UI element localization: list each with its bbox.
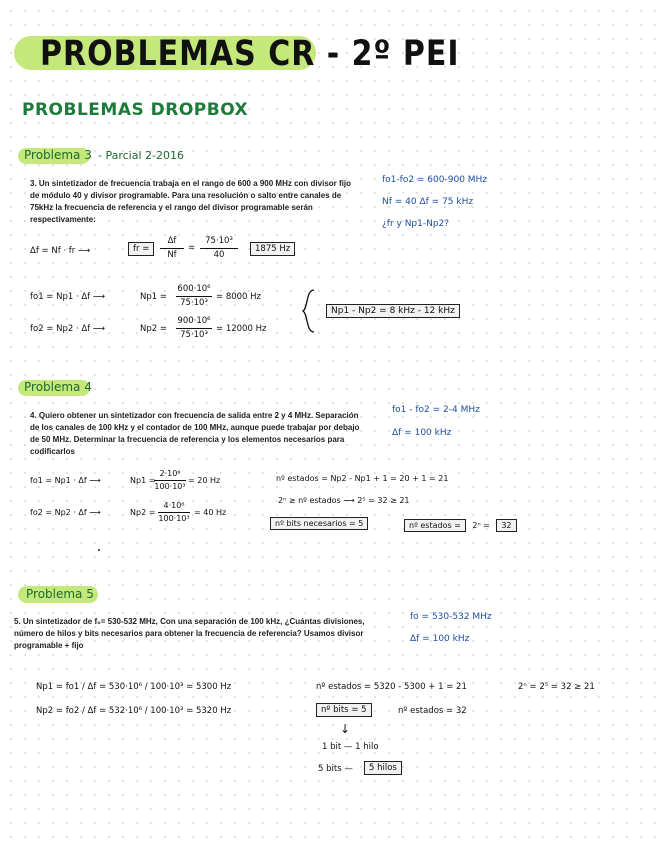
p3-eq1-left: Δf = Nf · fr ⟶ <box>30 246 91 256</box>
p3-eq2-result: = 8000 Hz <box>216 292 262 302</box>
p3-eq3-result: = 12000 Hz <box>216 324 267 334</box>
p4-eq2-left: fo2 = Np2 · Δf ⟶ <box>30 508 101 517</box>
p3-eq1-frac-num: Δf <box>167 236 177 246</box>
p4-estados: nº estados = Np2 - Np1 + 1 = 20 + 1 = 21 <box>276 474 449 483</box>
p4-eq1-np: Np1 = <box>130 476 156 485</box>
p3-eq3-num: 900·10⁶ <box>177 316 211 326</box>
p4-eq2-result: = 40 Hz <box>194 508 227 517</box>
p5-estados-2: nº estados = 32 <box>398 706 467 716</box>
p3-eq1-result: 1875 Hz <box>250 242 295 256</box>
problem-5-title: Problema 5 <box>26 587 94 601</box>
p5-hilos-box: 5 hilos <box>364 761 402 775</box>
problem-5-note-2: Δf = 100 kHz <box>410 634 470 644</box>
p4-eq2-num: 4·10⁶ <box>163 501 185 510</box>
p3-eq1-eq: = <box>188 243 196 253</box>
p4-eq1-num: 2·10⁶ <box>159 469 181 478</box>
problem-4-note-1: fo1 - fo2 = 2-4 MHz <box>392 405 480 415</box>
p3-eq2-left: fo1 = Np1 · Δf ⟶ <box>30 292 106 302</box>
p4-eq1-den: 100·10³ <box>154 482 186 491</box>
p3-eq2-num: 600·10⁶ <box>177 284 211 294</box>
p3-eq1-frac2-num: 75·10³ <box>205 236 233 246</box>
p4-bits-box: nº bits necesarios = 5 <box>270 517 368 530</box>
p3-eq3-left: fo2 = Np2 · Δf ⟶ <box>30 324 106 334</box>
p3-eq1-frac2-den: 40 <box>213 250 225 260</box>
section-subtitle: PROBLEMAS DROPBOX <box>22 100 249 120</box>
p3-eq1-group <box>128 236 308 264</box>
p5-bit-hilo: 1 bit — 1 hilo <box>322 742 379 752</box>
p4-inequality: 2ⁿ ≥ nº estados ⟶ 2⁵ = 32 ≥ 21 <box>278 496 410 505</box>
p4-eq1-left: fo1 = Np1 · Δf ⟶ <box>30 476 101 485</box>
p4-eq2-den: 100·10³ <box>158 514 190 523</box>
p3-eq2-np: Np1 = <box>140 292 167 302</box>
problem-3-meta: - Parcial 2-2016 <box>98 149 184 162</box>
p4-estados-box-label: nº estados = <box>404 519 466 532</box>
p5-pow: 2ⁿ = 2⁵ = 32 ≥ 21 <box>518 682 595 692</box>
problem-3-note-3: ¿fr y Np1-Np2? <box>382 219 450 229</box>
p3-eq1-fr: fr = <box>128 242 154 256</box>
problem-3-statement: 3. Un sintetizador de frecuencia trabaja en el rango de 600 a 900 MHz con divisor fijo de módulo 40 y divisor programable. Para una resolución o salto entre canales de 75kHz la frecuencia de referencia y el rango del divisor programable serán respectivamente: <box>30 179 351 224</box>
p3-range-box: Np1 - Np2 = 8 kHz - 12 kHz <box>326 304 460 318</box>
p4-estados-group <box>404 515 517 533</box>
p3-eq2-den: 75·10³ <box>180 298 208 308</box>
p5-bits-label: 5 bits — <box>318 764 353 774</box>
problem-5-note-1: fo = 530-532 MHz <box>410 612 492 622</box>
p3-eq3-den: 75·10³ <box>180 330 208 340</box>
p4-estados-box-value: 32 <box>496 519 516 532</box>
p5-arrow: ↓ <box>340 722 351 736</box>
p5-eq2: Np2 = fo2 / Δf = 532·10⁶ / 100·10³ = 5320 Hz <box>36 706 232 716</box>
problem-3-note-2: Nf = 40 Δf = 75 kHz <box>382 197 474 207</box>
p4-eq1-result: = 20 Hz <box>188 476 221 485</box>
problem-4-statement: 4. Quiero obtener un sintetizador con frecuencia de salida entre 2 y 4 MHz. Separación de los canales de 100 kHz y el contador de 100 MHz, aunque puede trabajar por debajo de 50 MHz. Determinar la frecuencia de referencia y los elementos necesarios para codificarlos <box>30 411 360 456</box>
p4-eq2-np: Np2 = <box>130 508 156 517</box>
p5-eq1: Np1 = fo1 / Δf = 530·10⁶ / 100·10³ = 5300 Hz <box>36 682 232 692</box>
problem-5-statement: 5. Un sintetizador de f₀= 530-532 MHz, Con una separación de 100 kHz, ¿Cuántas divisiones, número de hilos y bits necesarios para obtener la frecuencia de referencia? Usamos divisor programable + fijo <box>14 617 365 650</box>
problem-4-note-2: Δf = 100 kHz <box>392 428 452 438</box>
problem-3-note-1: fo1-fo2 = 600-900 MHz <box>382 175 488 185</box>
p5-bits-box: nº bits = 5 <box>316 703 372 717</box>
p4-estados-box-formula: 2ⁿ = <box>472 521 490 530</box>
p5-estados: nº estados = 5320 - 5300 + 1 = 21 <box>316 682 467 692</box>
page-title: PROBLEMAS CR - 2º PEI <box>40 34 460 75</box>
brace-icon <box>300 288 320 334</box>
p3-eq3-np: Np2 = <box>140 324 167 334</box>
problem-3-title: Problema 3 <box>24 148 92 162</box>
problem-4-title: Problema 4 <box>24 380 92 394</box>
p3-eq1-frac-den: Nf <box>167 250 177 260</box>
stray-dot <box>98 549 100 551</box>
